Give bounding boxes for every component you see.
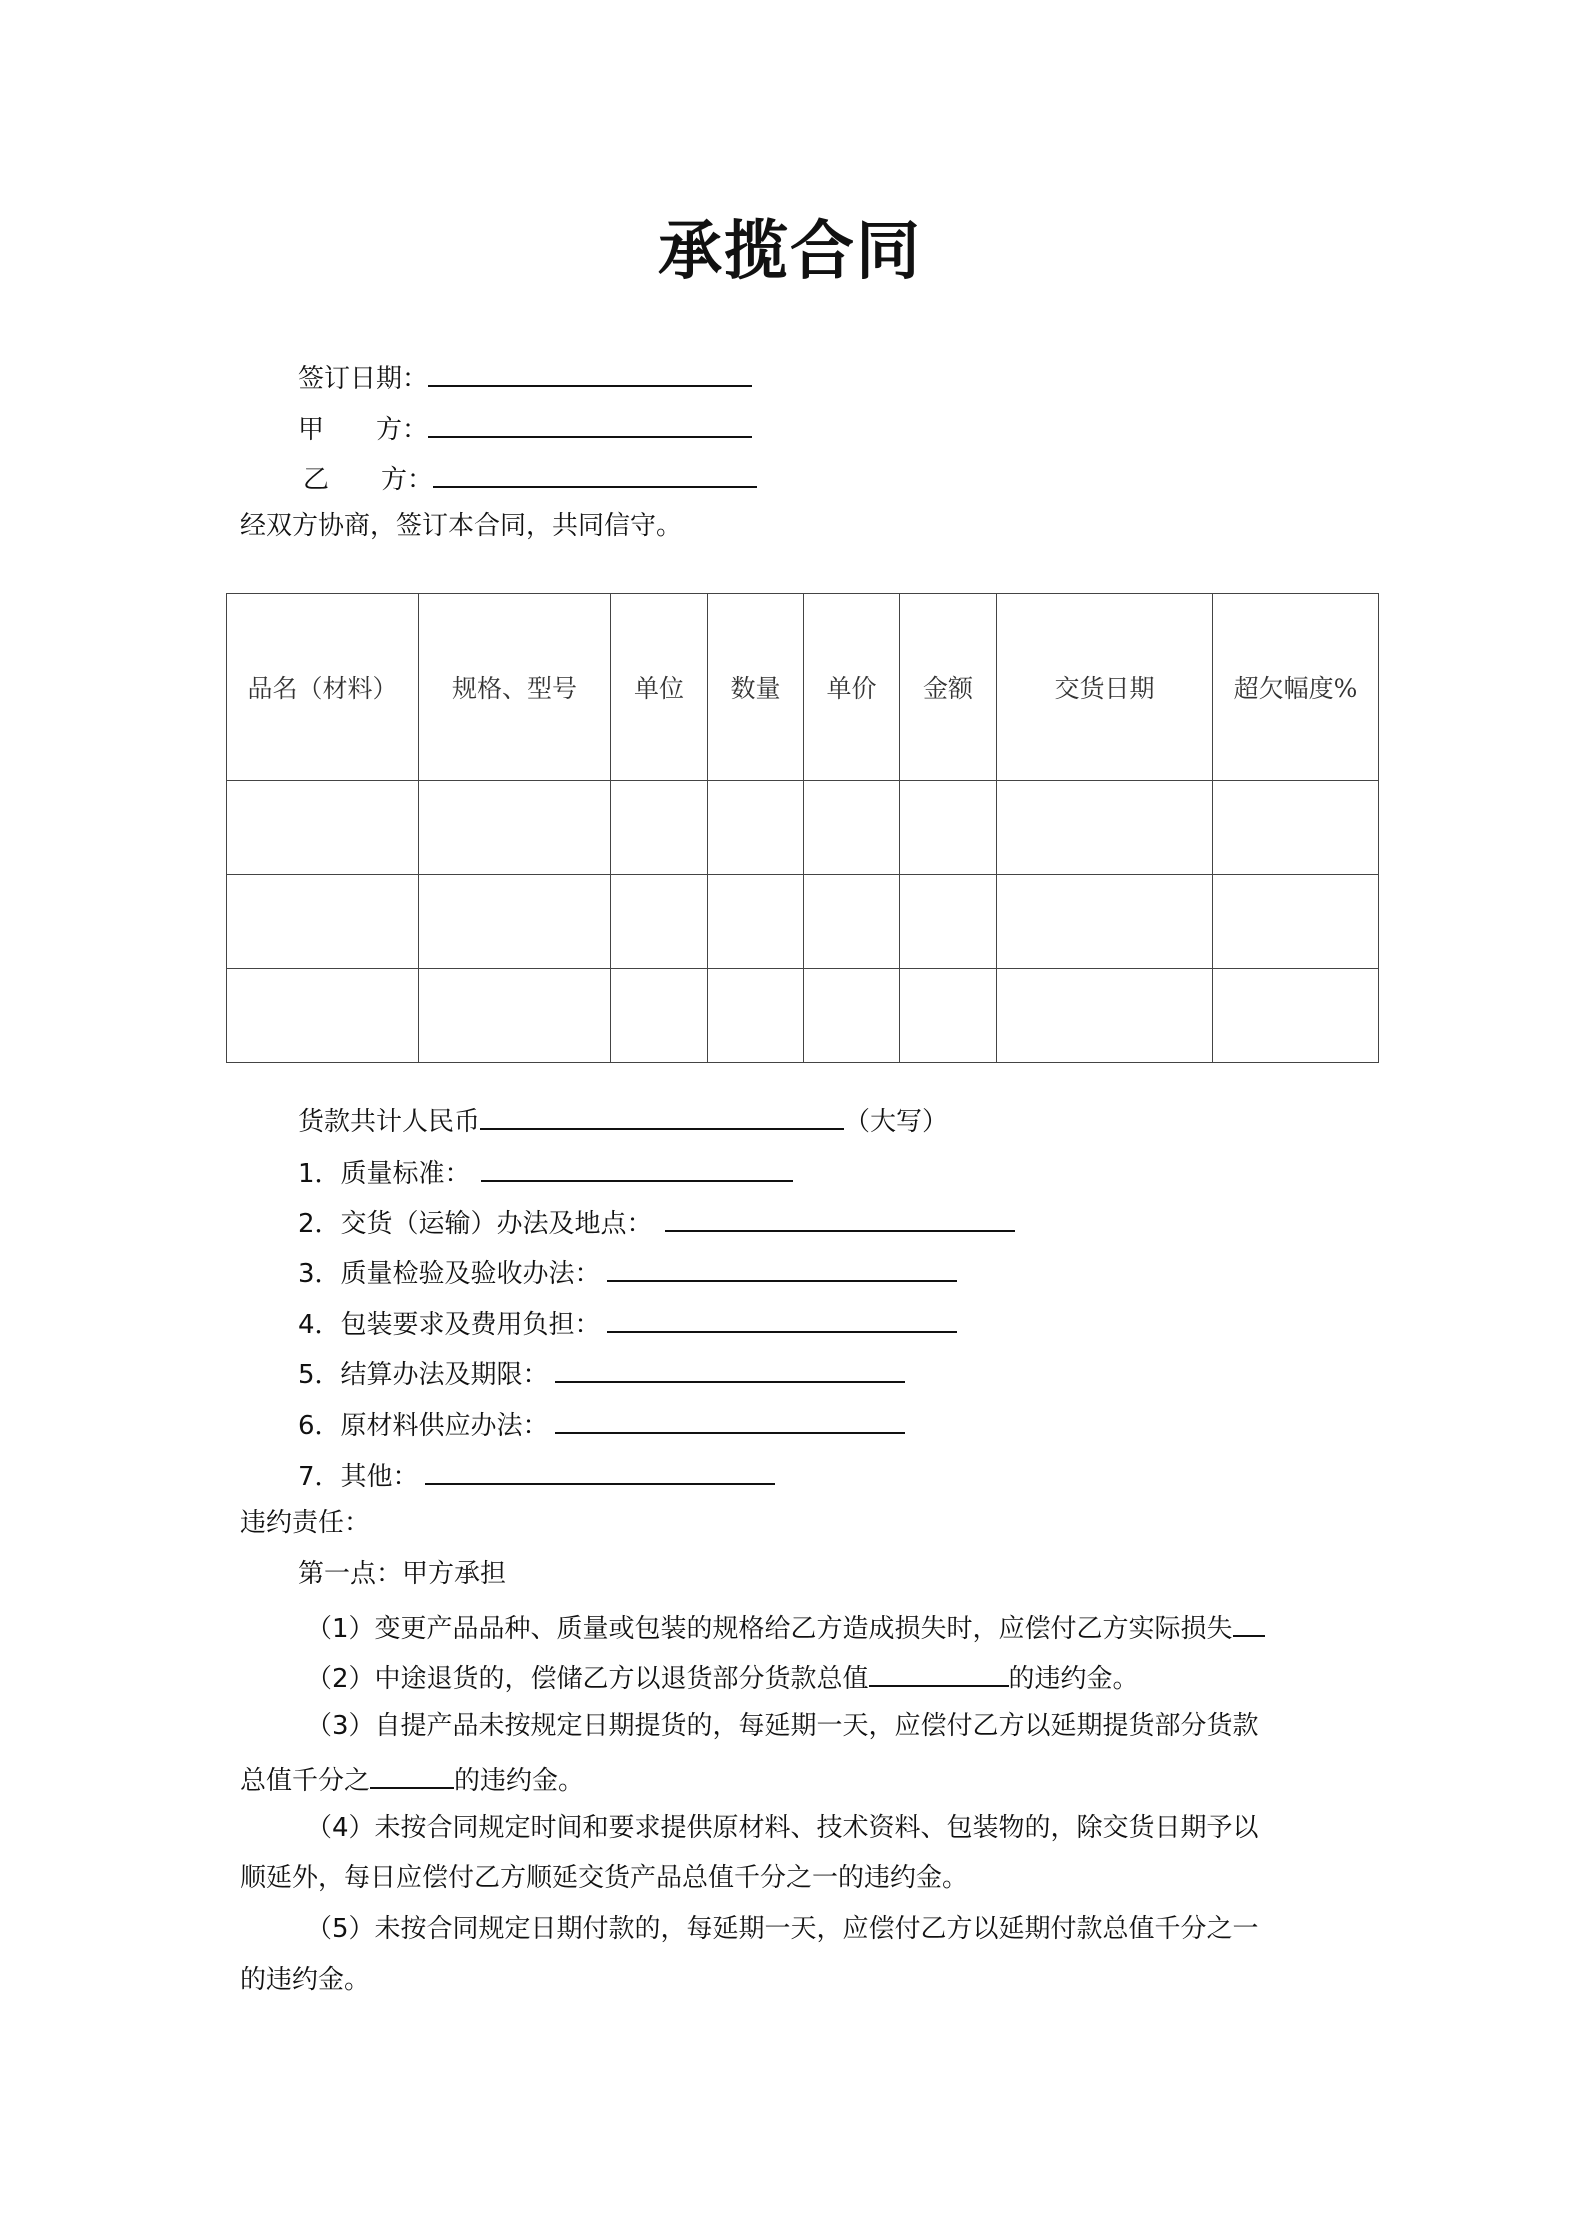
sign-date-row	[298, 355, 752, 399]
table-cell[interactable]	[997, 781, 1213, 875]
clause-label: 1．质量标准：	[298, 1159, 471, 1189]
clause-blank[interactable]	[481, 1150, 793, 1182]
clause-blank[interactable]	[607, 1250, 957, 1282]
clause-settlement	[298, 1351, 905, 1395]
table-cell[interactable]	[419, 781, 611, 875]
total-amount-row	[298, 1098, 948, 1142]
clause-label: 3．质量检验及验收办法：	[298, 1259, 601, 1289]
breach-clause-5-cont: 的违约金。	[240, 1965, 371, 1995]
clause-delivery	[298, 1200, 1015, 1244]
clause-blank[interactable]	[370, 1757, 454, 1789]
clause-blank[interactable]	[607, 1301, 957, 1333]
table-cell[interactable]	[997, 875, 1213, 969]
column-header: 超欠幅度%	[1213, 594, 1379, 781]
table-cell[interactable]	[900, 781, 997, 875]
sign-date-label: 签订日期：	[298, 364, 429, 394]
clause-packaging	[298, 1301, 957, 1345]
total-label: 货款共计人民币	[298, 1107, 481, 1137]
table-header-row	[227, 594, 1379, 781]
table-cell[interactable]	[708, 781, 804, 875]
breach-clause-4: （4）未按合同规定时间和要求提供原材料、技术资料、包装物的，除交货日期予以	[306, 1813, 1259, 1843]
table-cell[interactable]	[997, 969, 1213, 1063]
breach-clause-2	[306, 1655, 1139, 1699]
table-cell[interactable]	[227, 875, 419, 969]
party-b-label: 乙 方：	[303, 465, 434, 495]
clause-other	[298, 1453, 775, 1497]
total-amount-blank[interactable]	[480, 1098, 844, 1130]
clause-blank[interactable]	[555, 1351, 905, 1383]
breach-heading: 违约责任：	[240, 1508, 371, 1538]
column-header: 单位	[611, 594, 708, 781]
breach-clause-1	[306, 1605, 1265, 1649]
clause-text: 总值千分之	[240, 1766, 371, 1796]
party-b-blank[interactable]	[433, 456, 757, 488]
table-cell[interactable]	[1213, 875, 1379, 969]
clause-blank[interactable]	[555, 1402, 905, 1434]
document-title: 承揽合同	[658, 215, 922, 289]
clause-text: （2）中途退货的，偿储乙方以退货部分货款总值	[306, 1664, 869, 1694]
sign-date-blank[interactable]	[428, 355, 752, 387]
column-header: 品名（材料）	[227, 594, 419, 781]
table-cell[interactable]	[227, 781, 419, 875]
clause-label: 7．其他：	[298, 1462, 419, 1492]
column-header: 单价	[804, 594, 900, 781]
table-cell[interactable]	[900, 875, 997, 969]
table-cell[interactable]	[419, 875, 611, 969]
breach-clause-3-cont	[240, 1757, 584, 1801]
breach-clause-3: （3）自提产品未按规定日期提货的，每延期一天，应偿付乙方以延期提货部分货款	[306, 1711, 1259, 1741]
column-header: 数量	[708, 594, 804, 781]
intro-text: 经双方协商，签订本合同，共同信守。	[240, 511, 683, 541]
clause-blank[interactable]	[665, 1200, 1015, 1232]
table-cell[interactable]	[804, 875, 900, 969]
clause-label: 2．交货（运输）办法及地点：	[298, 1209, 653, 1239]
table-cell[interactable]	[419, 969, 611, 1063]
table-row	[227, 969, 1379, 1063]
clause-inspection	[298, 1250, 957, 1294]
column-header: 交货日期	[997, 594, 1213, 781]
table-cell[interactable]	[804, 781, 900, 875]
clause-blank[interactable]	[869, 1655, 1009, 1687]
table-cell[interactable]	[708, 875, 804, 969]
table-row	[227, 875, 1379, 969]
clause-text: 的违约金。	[1008, 1664, 1139, 1694]
party-a-row	[298, 406, 752, 450]
goods-table	[226, 593, 1379, 1063]
table-cell[interactable]	[804, 969, 900, 1063]
table-cell[interactable]	[611, 781, 708, 875]
table-cell[interactable]	[611, 969, 708, 1063]
clause-blank[interactable]	[425, 1453, 775, 1485]
table-row	[227, 781, 1379, 875]
clause-label: 4．包装要求及费用负担：	[298, 1310, 601, 1340]
party-a-blank[interactable]	[428, 406, 752, 438]
clause-quality-standard	[298, 1150, 793, 1194]
clause-label: 6．原材料供应办法：	[298, 1411, 549, 1441]
clause-text: （1）变更产品品种、质量或包装的规格给乙方造成损失时，应偿付乙方实际损失	[306, 1614, 1233, 1644]
party-a-label: 甲 方：	[298, 415, 429, 445]
breach-clause-5: （5）未按合同规定日期付款的，每延期一天，应偿付乙方以延期付款总值千分之一	[306, 1914, 1259, 1944]
table-cell[interactable]	[227, 969, 419, 1063]
total-suffix: （大写）	[844, 1107, 949, 1137]
column-header: 金额	[900, 594, 997, 781]
breach-clause-4-cont: 顺延外，每日应偿付乙方顺延交货产品总值千分之一的违约金。	[240, 1863, 969, 1893]
clause-label: 5．结算办法及期限：	[298, 1360, 549, 1390]
table-cell[interactable]	[611, 875, 708, 969]
table-cell[interactable]	[1213, 781, 1379, 875]
party-b-row	[303, 456, 757, 500]
table-cell[interactable]	[1213, 969, 1379, 1063]
clause-blank[interactable]	[1233, 1605, 1265, 1637]
breach-point-one: 第一点：甲方承担	[298, 1559, 507, 1589]
table-cell[interactable]	[708, 969, 804, 1063]
column-header: 规格、型号	[419, 594, 611, 781]
clause-materials	[298, 1402, 905, 1446]
clause-text: 的违约金。	[454, 1766, 585, 1796]
table-cell[interactable]	[900, 969, 997, 1063]
